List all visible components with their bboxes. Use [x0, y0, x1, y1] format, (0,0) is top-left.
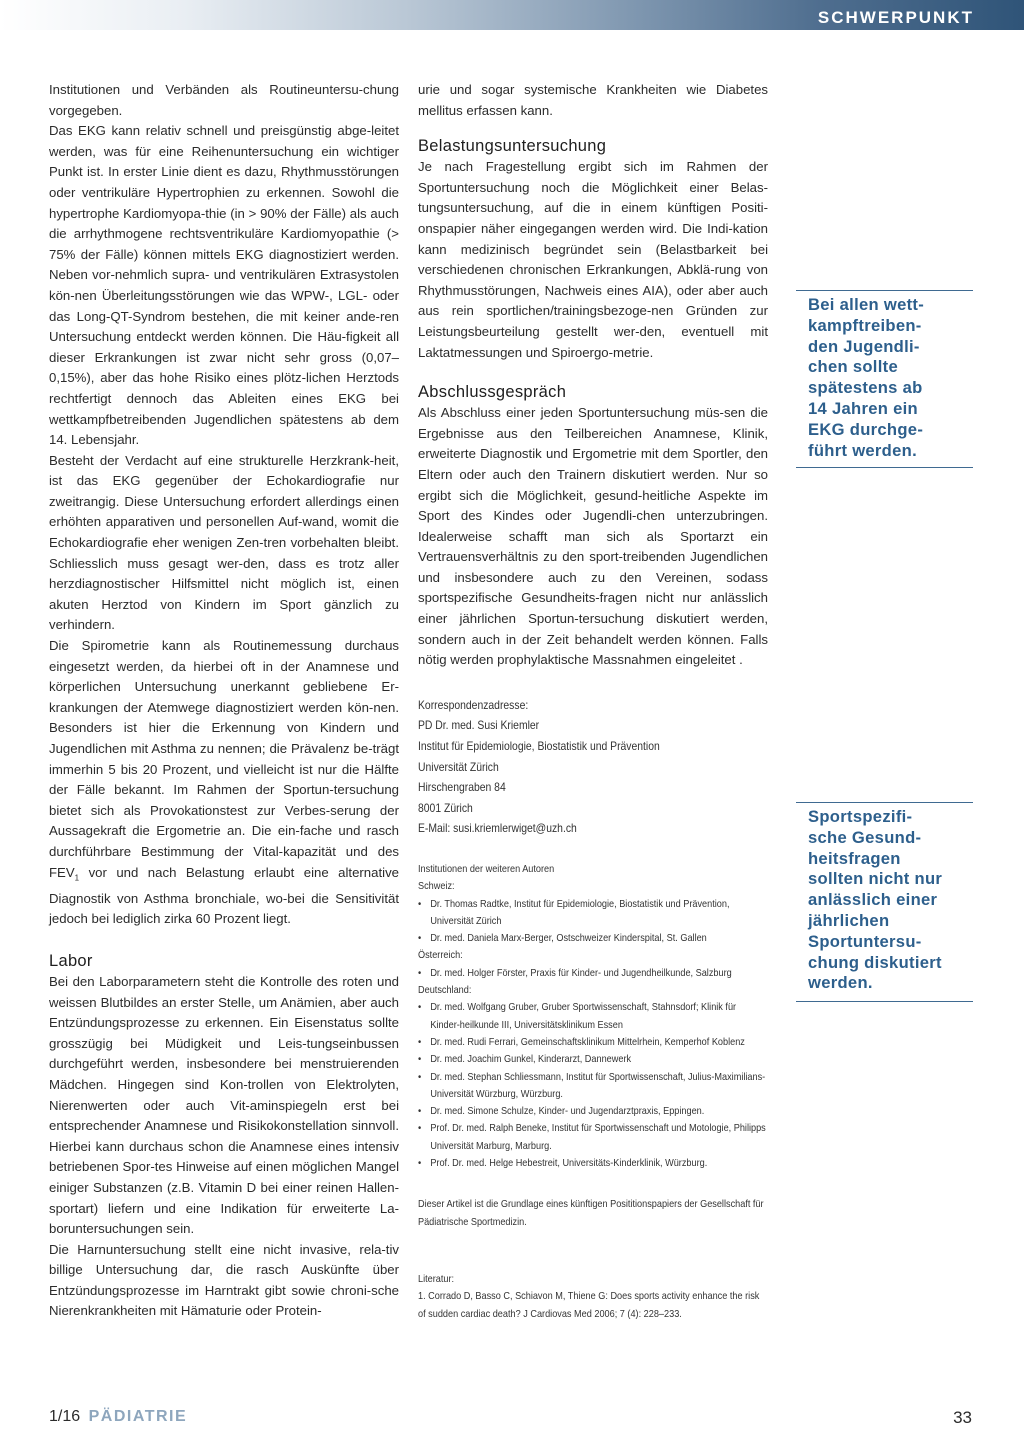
correspondence-line: Hirschengraben 84: [418, 780, 506, 795]
paragraph: Die Harnuntersuchung stellt eine nicht invasive, rela-tiv billige Untersuchung dar, die rasch Auskünfte über Entzündungsprozesse im Harntrakt gibt sowie chroni-sche Nierenkrankheiten mit Hämaturie oder Protein-: [49, 1241, 399, 1319]
article-note: Dieser Artikel ist die Grundlage eines künftigen Posititionspapiers der Gesellschaft für Pädiatrische Sportmedizin.: [418, 1199, 764, 1228]
literature-title: Literatur:: [418, 1273, 455, 1285]
pull-quote-line: Bei allen wett-: [808, 295, 925, 314]
institution-item: • Dr. med. Holger Förster, Praxis für Kinder- und Jugendheilkunde, Salzburg: [418, 965, 766, 982]
column-right: [418, 80, 768, 1323]
institution-country: Schweiz:: [418, 881, 455, 893]
institution-item: • Dr. med. Simone Schulze, Kinder- und Jugendarztpraxis, Eppingen.: [418, 1103, 766, 1120]
heading-labor: Labor: [49, 951, 93, 970]
issue-number: 1/16: [49, 1408, 81, 1425]
footer-left: [49, 1408, 187, 1426]
correspondence-line: Institut für Epidemiologie, Biostatistik und Prävention: [418, 739, 660, 754]
pull-quote-line: spätestens ab: [808, 378, 923, 398]
pull-quote-line: 14 Jahren ein: [808, 398, 918, 418]
institution-country: Deutschland:: [418, 985, 472, 997]
institution-item: • Dr. med. Stephan Schliessmann, Institut für Sportwissenschaft, Julius-Maximilians-Universität Würzburg, Würzburg.: [418, 1069, 766, 1104]
institution-item: • Prof. Dr. med. Ralph Beneke, Institut für Sportwissenschaft und Motologie, Philipps Universität Marburg, Marburg.: [418, 1120, 766, 1155]
pull-quote-line: führt werden.: [808, 440, 917, 460]
paragraph: [49, 636, 399, 930]
pull-quote-line: anlässlich einer: [808, 890, 938, 910]
institution-item: • Dr. Thomas Radtke, Institut für Epidemiologie, Biostatistik und Prävention, Universität Zürich: [418, 896, 766, 931]
correspondence-block: [418, 695, 768, 839]
column-left: [49, 80, 399, 1322]
pull-quote-line: kampftreiben-: [808, 315, 922, 335]
literature-item: 1. Corrado D, Basso C, Schiavon M, Thiene G: Does sports activity enhance the risk of sudden cardiac death? J Cardiovas Med 2006; 7 (4): 228–233.: [418, 1291, 760, 1320]
pull-quote-line: werden.: [808, 973, 873, 993]
paragraph: Je nach Fragestellung ergibt sich im Rahmen der Sportuntersuchung noch die Möglichkeit einer Belas-tungsuntersuchung, auf die in einem künftigen Positi-onspapier näher eingegangen werden wird. Die Indi-kation kann medizinisch begründet sein (Belastbarkeit bei verschiedenen chronischen Erkrankungen, Abklä-rung von Rhythmusstörungen, Nachweis eines AIA), oder aber auch aus rein sportlichen/trainingsbezoge-nen Gründen zur Leistungsbeurteilung gestellt wer-den, eventuell mit Laktatmessungen und Spiroergo-metrie.: [418, 159, 768, 360]
magazine-name: PÄDIATRIE: [88, 1408, 188, 1425]
pull-quote-line: den Jugendli-: [808, 336, 920, 356]
correspondence-line: 8001 Zürich: [418, 800, 473, 815]
correspondence-title: Korrespondenzadresse:: [418, 697, 529, 712]
paragraph: urie und sogar systemische Krankheiten wie Diabetes mellitus erfassen kann.: [418, 82, 768, 118]
subscript: 1: [74, 873, 80, 883]
page-number: 33: [953, 1408, 972, 1427]
pull-quote-line: Sportspezifi-: [808, 807, 913, 826]
pull-quote-line: sollten nicht nur: [808, 869, 943, 889]
section-title: SCHWERPUNKT: [817, 8, 974, 27]
pull-quote-line: EKG durchge-: [808, 419, 924, 439]
institution-item: • Dr. med. Joachim Gunkel, Kinderarzt, Dannewerk: [418, 1051, 766, 1068]
paragraph: Bei den Laborparametern steht die Kontrolle des roten und weissen Blutbildes an erster Stelle, um Anämien, aber auch Entzündungsprozesse zu erkennen. Ein Eisenstatus sollte grosszügig bei Müdigkeit und Leis-tungseinbussen durchgeführt werden, insbesondere bei menstruierenden Mädchen. Hingegen sind Kon-trollen von Elektrolyten, Nierenwerten oder auch Vit-aminspiegeln erst bei entsprechender Anamnese und Risikokonstellation sinnvoll. Hierbei kann durchaus schon die Anamnese eines intensiv betriebenen Spor-tes Hinweise auf einen möglichen Mangel einiger Substanzen (z.B. Vitamin D bei einer reinen Hallen-sportart) liefern und eine Indikation für erweiterte La-boruntersuchungen sein.: [49, 973, 399, 1237]
institution-item: • Dr. med. Wolfgang Gruber, Gruber Sportwissenschaft, Stahnsdorf; Klinik für Kinder-heilkunde III, Universitätsklinikum Essen: [418, 999, 766, 1034]
correspondence-line: PD Dr. med. Susi Kriemler: [418, 718, 540, 733]
pull-quote-line: chen sollte: [808, 357, 898, 377]
pull-quote-ekg: [796, 290, 973, 468]
paragraph-text: Die Spirometrie kann als Routinemessung durchaus eingesetzt werden, da hierbei oft in der Anamnese und körperlichen Untersuchung unerkannt gebliebene Er-krankungen der Atemwege diagnostiziert werden kön-nen. Besonders ist hier die Erkennung von Kindern und Jugendlichen mit Asthma zu nennen; die Prävalenz be-trägt immerhin 5 bis 20 Prozent, und vielleicht ist nur die Hälfte der Fälle bekannt. Im Rahmen der Sportun-tersuchung bietet sich als Provokationstest zur Verbes-serung der Aussagekraft die Ergometrie an. Die ein-fache und rasch durchführbare Bestimmung der Vital-kapazität und des FEV: [49, 638, 399, 880]
pull-quote-gesundheitsfragen: [796, 802, 973, 1002]
institution-country: Österreich:: [418, 950, 463, 962]
paragraph: Als Abschluss einer jeden Sportuntersuchung müs-sen die Ergebnisse aus den Teilbereichen Anamnese, Klinik, erweiterte Diagnostik und Ergometrie mit dem Sportler, den Eltern oder auch den Trainern diskutiert werden. Nur so ergibt sich die Möglichkeit, gesund-heitliche Aspekte im Sport des Kindes oder Jugendli-chen unterzubringen. Idealerweise schafft man sich als Sportarzt ein Vertrauensverhältnis zu den sport-treibenden Jugendlichen und insbesondere auch zu den Vereinen, sodass sportspezifische Gesundheits-fragen nicht nur anlässlich einer jährlichen Sportun-tersuchung diskutiert werden, sondern auch in der Zeit behandelt werden können. Falls nötig werden prophylaktische Massnahmen eingeleitet .: [418, 405, 768, 668]
institutions-block: [418, 861, 766, 1172]
institution-item: • Prof. Dr. med. Helge Hebestreit, Universitäts-Kinderklinik, Würzburg.: [418, 1155, 766, 1172]
paragraph: Institutionen und Verbänden als Routineuntersu-chung vorgegeben.: [49, 82, 399, 118]
correspondence-line: Universität Zürich: [418, 759, 499, 774]
pull-quote-line: chung diskutiert: [808, 952, 942, 972]
heading-abschluss: Abschlussgespräch: [418, 383, 567, 402]
paragraph: Besteht der Verdacht auf eine strukturelle Herzkrank-heit, ist das EKG gegenüber der Echokardiografie nur zweitrangig. Diese Untersuchung erfordert allerdings einen erhöhten apparativen und personellen Auf-wand, womit die Echokardiografie eher wenigen Zen-tren vorbehalten bleibt. Schliesslich muss gesagt wer-den, dass es trotz aller herzdiagnostischer Hilfsmittel nicht möglich ist, einen akuten Herztod von Kindern im Sport gänzlich zu verhindern.: [49, 452, 399, 633]
pull-quote-line: Sportuntersu-: [808, 931, 922, 951]
institution-item: • Dr. med. Daniela Marx-Berger, Ostschweizer Kinderspital, St. Gallen: [418, 930, 766, 947]
correspondence-line: E-Mail: susi.kriemlerwiget@uzh.ch: [418, 821, 577, 836]
heading-belastung: Belastungsuntersuchung: [418, 137, 607, 156]
institution-item: • Dr. med. Rudi Ferrari, Gemeinschaftsklinikum Mittelrhein, Kemperhof Koblenz: [418, 1034, 766, 1051]
institutions-title: Institutionen der weiteren Autoren: [418, 864, 555, 875]
paragraph-text: vor und nach Belastung erlaubt eine alternative Diagnostik von Asthma bronchiale, wo-bei die Sensitivität jedoch bei lediglich zirka 60 Prozent liegt.: [49, 864, 399, 927]
pull-quote-line: sche Gesund-: [808, 827, 922, 847]
pull-quote-line: jährlichen: [808, 910, 890, 930]
paragraph: Das EKG kann relativ schnell und preisgünstig abge-leitet werden, was für eine Reihenuntersuchung ein wichtiger Punkt ist. In erster Linie dient es dazu, Rhythmusstörungen oder ventrikuläre Hypertrophien zu erkennen. Sowohl die hypertrophe Kardiomyopa-thie (in > 90% der Fälle) als auch die arrhythmogene rechtsventrikuläre Kardiomyopathie (> 75% der Fälle) können mittels EKG diagnostiziert werden. Neben vor-nehmlich supra- und ventrikulären Extrasystolen kön-nen Überleitungsstörungen wie das WPW-, LGL- oder das Long-QT-Syndrom bestehen, die mit keiner ande-ren Untersuchung entdeckt werden können. Die Häu-figkeit all dieser Erkrankungen ist zwar nicht sehr gross (0,07–0,15%), aber das hohe Risiko eines plötz-lichen Herztods rechtfertigt dennoch das Ableiten eines EKG bei wettkampfbetreibenden Jugendlichen spätestens ab dem 14. Lebensjahr.: [49, 123, 399, 448]
pull-quote-line: heitsfragen: [808, 848, 901, 868]
